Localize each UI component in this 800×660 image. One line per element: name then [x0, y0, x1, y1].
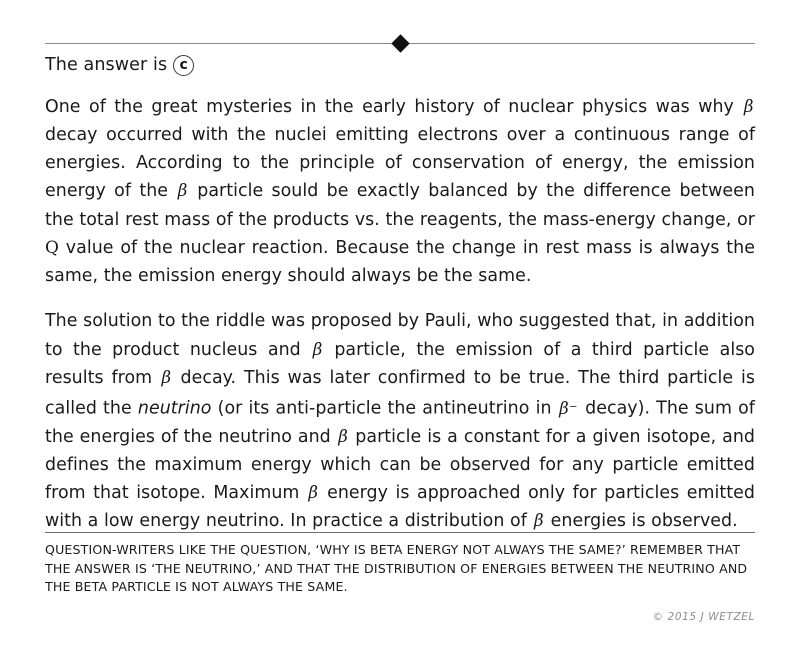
footer: [45, 532, 755, 623]
answer-explanation-page: [0, 43, 800, 660]
answer-prefix-label: The answer is: [45, 55, 168, 75]
beta-symbol: β: [743, 96, 754, 116]
diamond-ornament-icon: [391, 34, 409, 52]
beta-symbol: β: [533, 511, 544, 531]
footer-note: QUESTION-WRITERS LIKE THE QUESTION, ‘WHY IS BETA ENERGY NOT ALWAYS THE SAME?’ REMEMBER THAT THE ANSWER IS ‘THE NEUTRINO,’ AND THAT THE DISTRIBUTION OF ENERGIES BETWEEN THE NEUTRINO AND THE BETA PARTICLE IS NOT ALWAYS THE SAME.: [45, 542, 748, 595]
beta-symbol: β: [177, 181, 188, 201]
answer-line: [45, 55, 755, 77]
beta-symbol: β: [312, 339, 323, 359]
answer-choice-badge: c: [173, 55, 194, 76]
copyright-notice: © 2015 J WETZEL: [652, 610, 755, 623]
top-divider: [45, 43, 755, 44]
body-text: [45, 93, 755, 536]
paragraph-2: The solution to the riddle was proposed by Pauli, who suggested that, in addition to the product nucleus and β particle, the emission of a third particle also results from β decay. This was later confirmed to be true. The third particle is called the neutrino (or its anti-particle the antineutrino in β− decay). The sum of the energies of the neutrino and β particle is a constant for a given isotope, and defines the maximum energy which can be observed for any particle emitted from that isotope. Maximum β energy is approached only for particles emitted with a low energy neutrino. In practice a distribution of β energies is observed.: [45, 311, 756, 532]
q-value-symbol: Q: [45, 237, 59, 258]
footer-divider: [45, 532, 755, 533]
beta-symbol: β: [338, 426, 348, 446]
beta-symbol: β: [308, 483, 319, 503]
beta-minus-symbol: β−: [559, 398, 578, 418]
beta-symbol: β: [161, 367, 172, 387]
emphasized-term: neutrino: [137, 398, 212, 419]
paragraph-1: One of the great mysteries in the early history of nuclear physics was why β decay occurred with the nuclei emitting electrons over a continuous range of energies. According to the principle of conservation of energy, the emission energy of the β particle sould be exactly balanced by the difference between the total rest mass of the products vs. the reagents, the mass-energy change, or Q value of the nuclear reaction. Because the change in rest mass is always the same, the emission energy should always be the same.: [45, 96, 755, 287]
